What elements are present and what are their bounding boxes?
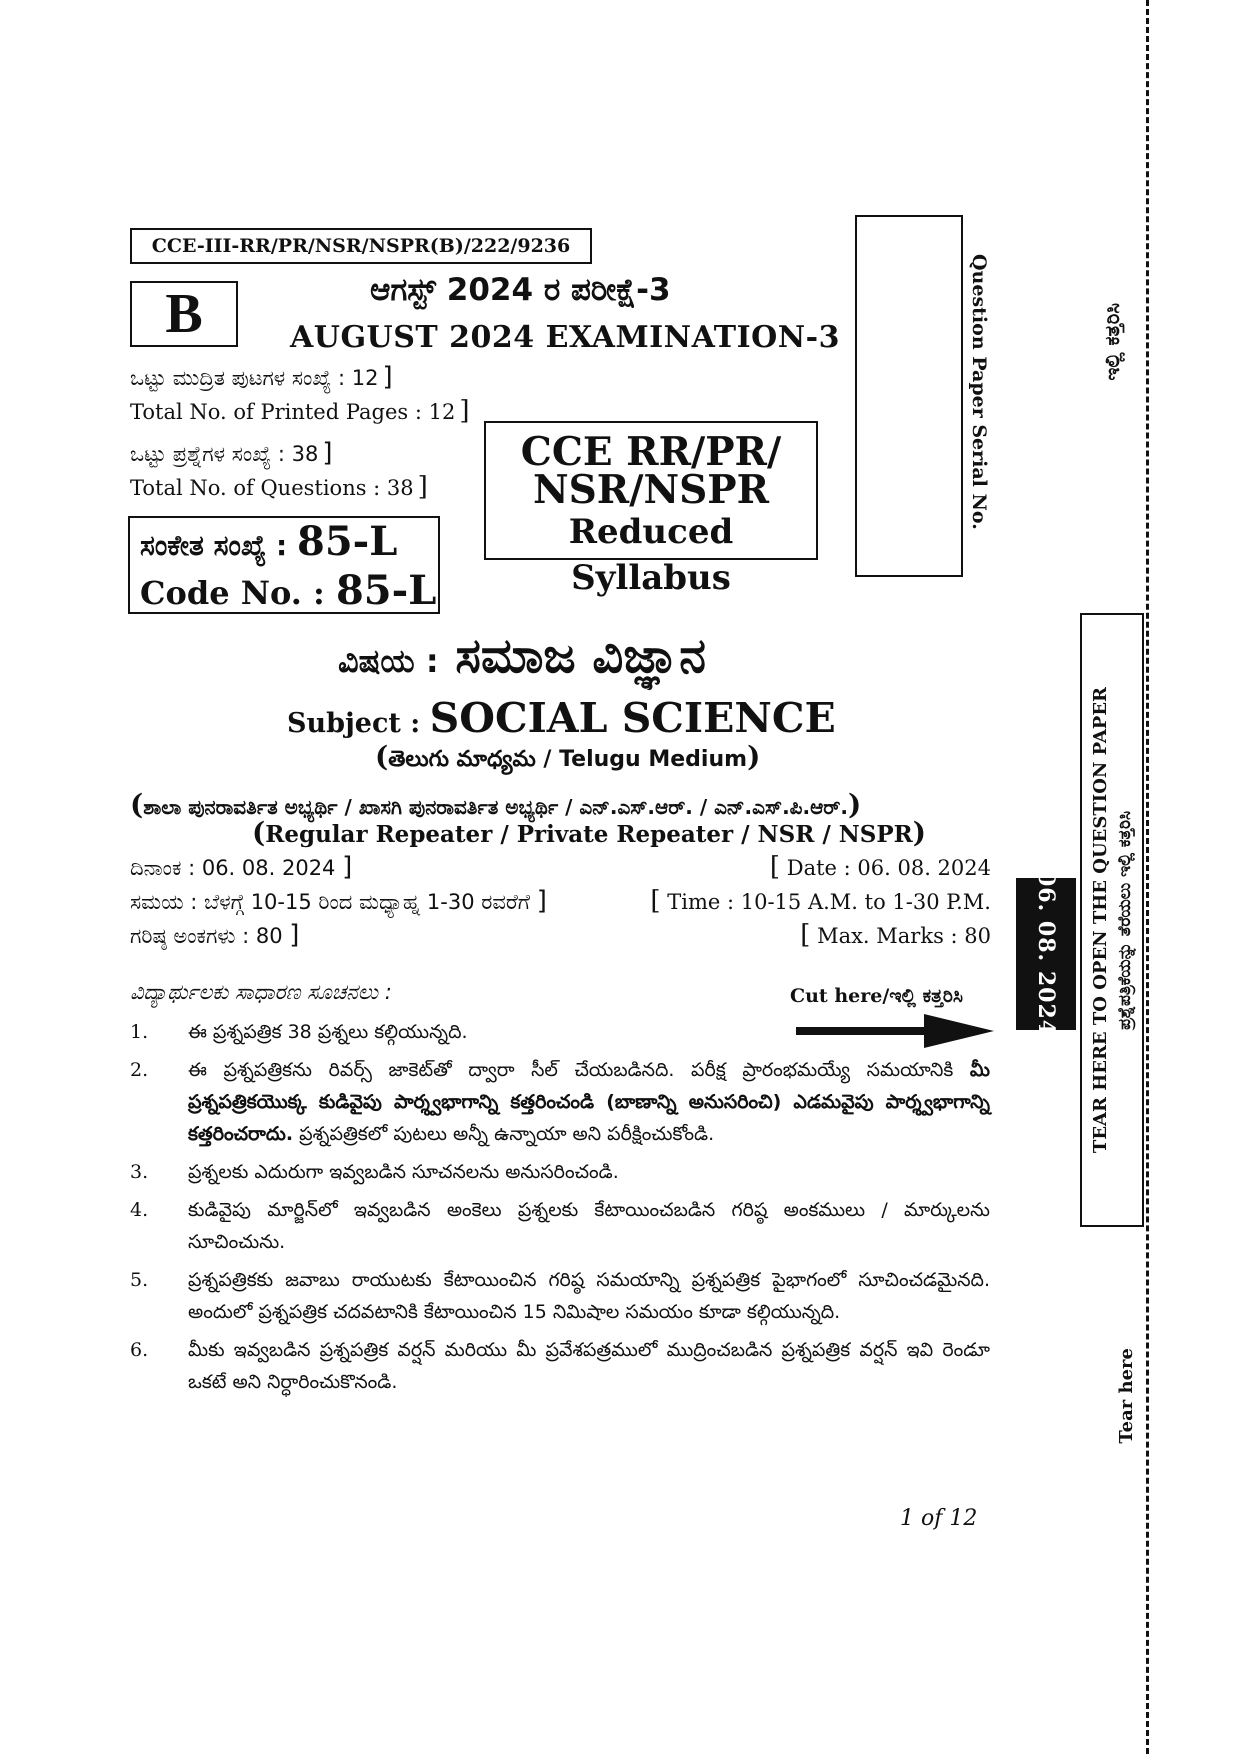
tear-here-box — [1080, 613, 1144, 1227]
date-side-bar: 06. 08. 2024 — [1016, 878, 1076, 1030]
date-english: [ Date : 06. 08. 2024 — [769, 852, 991, 882]
syllabus-box — [484, 421, 818, 598]
question-count-english: Total No. of Questions : 38 ] — [130, 472, 428, 502]
printed-pages-kannada: ಒಟ್ಟು ಮುದ್ರಿತ ಪುಟಗಳ ಸಂಖ್ಯೆ : 12 ] — [130, 362, 393, 392]
time-kannada: ಸಮಯ : ಬೆಳಗ್ಗೆ 10-15 ರಿಂದ ಮಧ್ಯಾಹ್ನ 1-30 ರವರೆಗೆ ] — [130, 886, 547, 916]
cut-here-kannada-top: ಇಲ್ಲಿ ಕತ್ತರಿಸಿ — [1100, 303, 1124, 381]
tear-here-kannada: ಪ್ರಶ್ನೆಪತ್ರಿಕೆಯನ್ನು ತೆರೆಯಲು ಇಲ್ಲಿ ಕತ್ತರಿಸಿ — [1114, 810, 1135, 1030]
subject-kannada: ವಿಷಯ : ಸಮಾಜ ವಿಜ್ಞಾನ — [338, 628, 706, 684]
cut-here-label: Cut here/ಇಲ್ಲಿ ಕತ್ತರಿಸಿ — [790, 985, 963, 1007]
instructions-list — [130, 1016, 990, 1404]
exam-title-kannada: ಆಗಸ್ಟ್ 2024 ರ ಪರೀಕ್ಷೆ-3 — [370, 272, 671, 308]
instruction-item: 2. ఈ ప్రశ్నపత్రికను రివర్స్ జాకెట్‌తో ద్వారా సీల్ చేయబడినది. పరీక్ష ప్రారంభమయ్యే సమయానికి మీ ప్రశ్నపత్రికయొక్క కుడివైపు పార్శ్వభాగాన్ని కత్తరించండి (బాణాన్ని అనుసరించి) ఎడమవైపు పార్శ్వభాగాన్ని కత్తరించరాదు. ప్రశ్నపత్రికలో పుటలు అన్నీ ఉన్నాయా అని పరీక్షించుకోండి. — [130, 1059, 990, 1145]
subject-english: Subject : SOCIAL SCIENCE — [287, 694, 836, 742]
candidate-category-kannada: (ಶಾಲಾ ಪುನರಾವರ್ತಿತ ಅಭ್ಯರ್ಥಿ / ಖಾಸಗಿ ಪುನರಾವರ್ತಿತ ಅಭ್ಯರ್ಥಿ / ಎನ್.ಎಸ್.ಆರ್. / ಎನ್.ಎಸ್.ಪಿ.ಆರ್.) — [130, 788, 862, 821]
serial-number-label: Question Paper Serial No. — [968, 254, 990, 530]
code-number-box — [128, 516, 440, 614]
max-marks-english: [ Max. Marks : 80 — [800, 920, 991, 950]
tear-dashed-line[interactable] — [1146, 0, 1149, 1754]
instructions-heading: ವಿದ್ಯಾರ್ಥುಲಕು ಸಾಧಾರಣ ಸೂಚನಲು : — [130, 980, 392, 1004]
instruction-item: 5. ప్రశ్నపత్రికకు జవాబు రాయుటకు కేటాయించిన గరిష్ఠ సమయాన్ని ప్రశ్నపత్రిక పైభాగంలో సూచించడమైనది. అందులో ప్రశ్నపత్రిక చదవటానికి కేటాయించిన 15 నిమిషాల సమయం కూడా కల్గియున్నది. — [130, 1269, 990, 1323]
syllabus-line-2: NSR/NSPR — [532, 467, 770, 513]
max-marks-kannada: ಗರಿಷ್ಠ ಅಂಕಗಳು : 80 ] — [130, 920, 300, 950]
code-number-english: Code No. : 85-L — [140, 567, 437, 614]
instruction-item: 4. కుడివైపు మార్జిన్‌లో ఇవ్వబడిన అంకెలు ప్రశ్నలకు కేటాయించబడిన గరిష్ఠ అంకములు / మార్కులను సూచించును. — [130, 1199, 990, 1253]
question-count-kannada: ಒಟ್ಟು ಪ್ರಶ್ನೆಗಳ ಸಂಖ್ಯೆ : 38 ] — [130, 438, 333, 468]
instruction-item: 6. మీకు ఇవ్వబడిన ప్రశ్నపత్రిక వర్షన్ మరియు మీ ప్రవేశపత్రములో ముద్రించబడిన ప్రశ్నపత్రిక వర్షన్ ఇవి రెండూ ఒకటే అని నిర్ధారించుకొనండి. — [130, 1339, 990, 1393]
medium-label: (తెలుగు మాధ్యమ / Telugu Medium) — [375, 740, 761, 773]
date-kannada: ದಿನಾಂಕ : 06. 08. 2024 ] — [130, 852, 353, 882]
time-english: [ Time : 10-15 A.M. to 1-30 P.M. — [650, 886, 991, 916]
instruction-item: 3. ప్రశ్నలకు ఎదురుగా ఇవ్వబడిన సూచనలను అనుసరించండి. — [130, 1161, 619, 1183]
tear-here-english: TEAR HERE TO OPEN THE QUESTION PAPER — [1089, 686, 1111, 1154]
instruction-item: 1. ఈ ప్రశ్నపత్రిక 38 ప్రశ్నలు కల్గియున్నది. — [130, 1021, 468, 1043]
printed-pages-english: Total No. of Printed Pages : 12 ] — [130, 396, 470, 426]
code-number-kannada: ಸಂಕೇತ ಸಂಖ್ಯೆ : 85-L — [140, 518, 398, 565]
tear-here-label: Tear here — [1116, 1348, 1137, 1444]
serial-number-box — [855, 215, 963, 577]
syllabus-line-3: Reduced Syllabus — [568, 512, 734, 598]
question-set-letter: B — [130, 281, 238, 347]
syllabus-line-1: CCE RR/PR/ — [520, 429, 782, 475]
paper-code: CCE-III-RR/PR/NSR/NSPR(B)/222/9236 — [130, 228, 592, 264]
candidate-category-english: (Regular Repeater / Private Repeater / NSR / NSPR) — [252, 816, 927, 849]
page-number: 1 of 12 — [900, 1506, 978, 1531]
exam-title-english: AUGUST 2024 EXAMINATION-3 — [290, 320, 840, 355]
